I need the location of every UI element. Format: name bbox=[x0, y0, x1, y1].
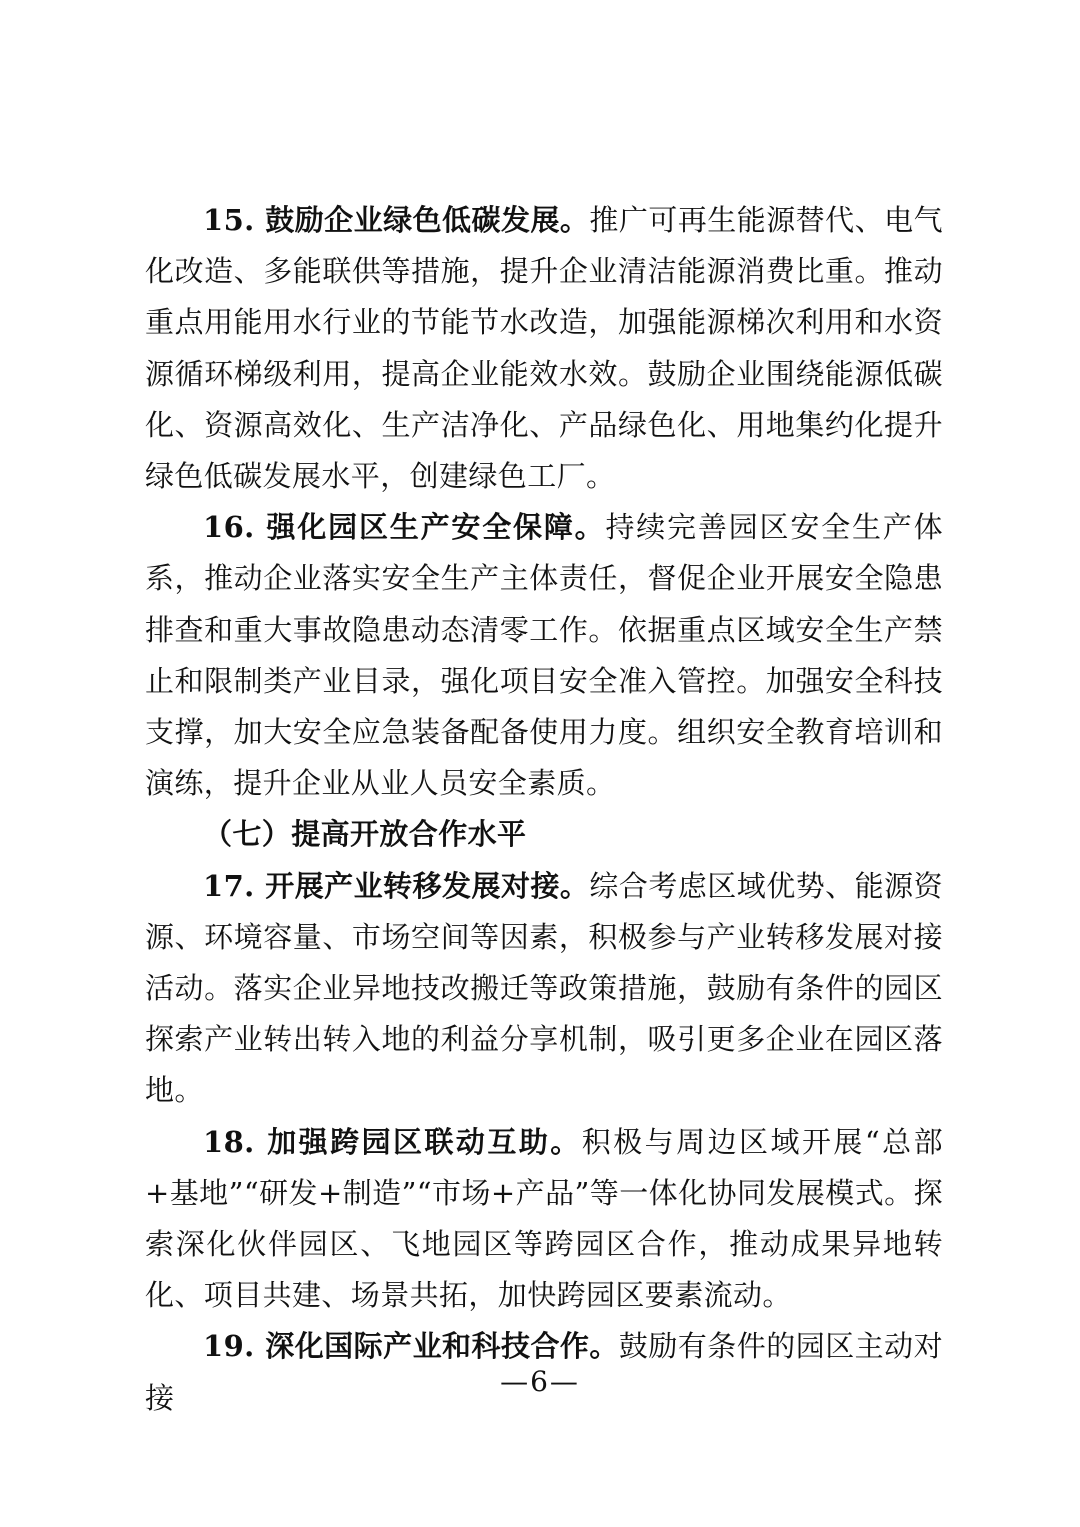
paragraph-lead: 15. 鼓励企业绿色低碳发展。 bbox=[203, 203, 590, 237]
paragraph-text: 综合考虑区域优势、能源资源、环境容量、市场空间等因素，积极参与产业转移发展对接活动。落实企业异地技改搬迁等政策措施，鼓励有条件的园区探索产业转出转入地的利益分享机制，吸引更多企业在园区落地。 bbox=[145, 868, 943, 1108]
paragraph-16 bbox=[145, 502, 943, 809]
paragraph-17 bbox=[145, 861, 943, 1117]
paragraph-lead: 19. 深化国际产业和科技合作。 bbox=[203, 1329, 619, 1364]
paragraph-lead: 18. 加强跨园区联动互助。 bbox=[203, 1124, 582, 1159]
paragraph-15 bbox=[145, 195, 943, 502]
page-number: —6— bbox=[500, 1365, 580, 1398]
paragraph-text: 积极与周边区域开展“总部+基地”“研发+制造”“市场+产品”等一体化协同发展模式。探索深化伙伴园区、飞地园区等跨园区合作，推动成果异地转化、项目共建、场景共拓，加快跨园区要素流动。 bbox=[145, 1124, 943, 1313]
paragraph-lead: 16. 强化园区生产安全保障。 bbox=[203, 510, 606, 545]
paragraph-text: 持续完善园区安全生产体系，推动企业落实安全生产主体责任，督促企业开展安全隐患排查和重大事故隐患动态清零工作。依据重点区域安全生产禁止和限制类产业目录，强化项目安全准入管控。加强安全科技支撑，加大安全应急装备配备使用力度。组织安全教育培训和演练，提升企业从业人员安全素质。 bbox=[145, 510, 943, 801]
paragraph-text: 鼓励有条件的园区主动对接 bbox=[145, 1329, 944, 1415]
paragraph-18 bbox=[145, 1117, 943, 1322]
paragraph-lead: 17. 开展产业转移发展对接。 bbox=[203, 868, 590, 903]
paragraph-text: 推广可再生能源替代、电气化改造、多能联供等措施，提升企业清洁能源消费比重。推动重点用能用水行业的节能节水改造，加强能源梯次利用和水资源循环梯级利用，提高企业能效水效。鼓励企业围绕能源低碳化、资源高效化、生产洁净化、产品绿色化、用地集约化提升绿色低碳发展水平，创建绿色工厂。 bbox=[145, 203, 943, 494]
document-body bbox=[145, 195, 943, 1424]
section-heading: （七）提高开放合作水平 bbox=[203, 817, 527, 852]
